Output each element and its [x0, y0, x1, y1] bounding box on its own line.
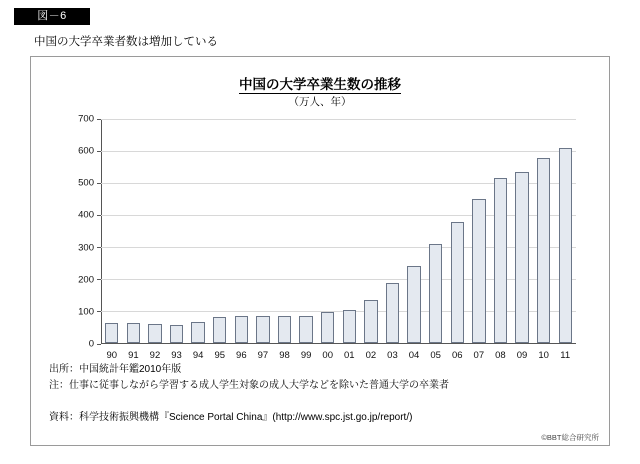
chart-plot-inner [78, 113, 576, 361]
chart-bar [170, 325, 183, 343]
x-axis-label: 94 [192, 350, 204, 361]
figure-number-badge: 図－6 [14, 8, 90, 25]
x-axis-label: 90 [106, 350, 118, 361]
x-axis-label: 99 [300, 350, 312, 361]
chart-notes [49, 362, 449, 394]
x-axis-label: 01 [344, 350, 355, 361]
chart-title-text: 中国の大学卒業生数の推移 [239, 77, 401, 92]
chart-bar [321, 312, 334, 343]
reference-line: 資料：科学技術振興機構『Science Portal China』(http://www.spc.jst.go.jp/report/) [49, 412, 413, 423]
chart-bar [364, 300, 377, 343]
y-axis-tick [97, 119, 101, 120]
x-axis-label: 97 [257, 350, 269, 361]
x-axis [101, 343, 576, 344]
chart-bar [407, 266, 420, 343]
gridline [101, 119, 576, 120]
x-axis-label: 04 [408, 350, 420, 361]
y-axis-label: 400 [78, 209, 94, 221]
slide-headline: 中国の大学卒業者数は増加している [34, 36, 218, 48]
y-axis-label: 300 [78, 242, 94, 254]
x-axis-label: 06 [451, 350, 463, 361]
chart-plot-area [78, 113, 576, 361]
x-axis-label: 08 [495, 350, 506, 361]
x-axis-label: 03 [387, 350, 398, 361]
chart-bar [494, 178, 507, 343]
chart-bar [515, 172, 528, 343]
chart-bar [256, 316, 269, 343]
y-axis-tick [97, 279, 101, 280]
y-axis-tick [97, 311, 101, 312]
x-axis-label: 92 [149, 350, 161, 361]
x-axis-label: 02 [365, 350, 377, 361]
y-axis-label: 0 [88, 338, 94, 350]
y-axis-tick [97, 247, 101, 248]
chart-bar [451, 222, 464, 343]
note-source: 出所：中国統計年鑑2010年版 [49, 364, 182, 375]
chart-bar [559, 148, 572, 343]
y-axis-tick [97, 344, 101, 345]
chart-bar [105, 323, 118, 343]
chart-frame [30, 56, 610, 446]
y-axis-label: 700 [78, 113, 94, 125]
y-axis-label: 600 [78, 145, 94, 157]
y-axis-tick [97, 183, 101, 184]
chart-title [31, 73, 609, 93]
copyright-text: ©BBT総合研究所 [541, 433, 599, 442]
x-axis-label: 09 [516, 350, 528, 361]
note-definition: 注：仕事に従事しながら学習する成人学生対象の成人大学などを除いた普通大学の卒業者 [49, 380, 449, 391]
chart-bar [278, 316, 291, 343]
chart-bar [429, 244, 442, 343]
x-axis-label: 10 [538, 350, 549, 361]
gridline [101, 151, 576, 152]
y-axis-label: 100 [78, 306, 94, 318]
x-axis-label: 93 [171, 350, 182, 361]
x-axis-label: 07 [473, 350, 485, 361]
chart-bar [213, 317, 226, 343]
y-axis-tick [97, 215, 101, 216]
chart-subtitle: （万人、年） [288, 96, 352, 108]
x-axis-label: 11 [560, 350, 571, 361]
x-axis-label: 91 [128, 350, 139, 361]
x-axis-label: 00 [322, 350, 333, 361]
chart-bar [472, 199, 485, 343]
y-axis [101, 119, 102, 344]
x-axis-label: 95 [214, 350, 226, 361]
x-axis-label: 98 [279, 350, 290, 361]
chart-bar [127, 323, 140, 343]
y-axis-tick [97, 151, 101, 152]
chart-bar [235, 316, 248, 343]
chart-bar [148, 324, 161, 343]
chart-bar [191, 322, 204, 343]
chart-bar [537, 158, 550, 343]
y-axis-label: 200 [78, 274, 94, 286]
chart-bar [299, 316, 312, 343]
x-axis-label: 96 [236, 350, 247, 361]
y-axis-label: 500 [78, 177, 94, 189]
chart-bar [386, 283, 399, 343]
x-axis-label: 05 [430, 350, 441, 361]
chart-bar [343, 310, 356, 343]
